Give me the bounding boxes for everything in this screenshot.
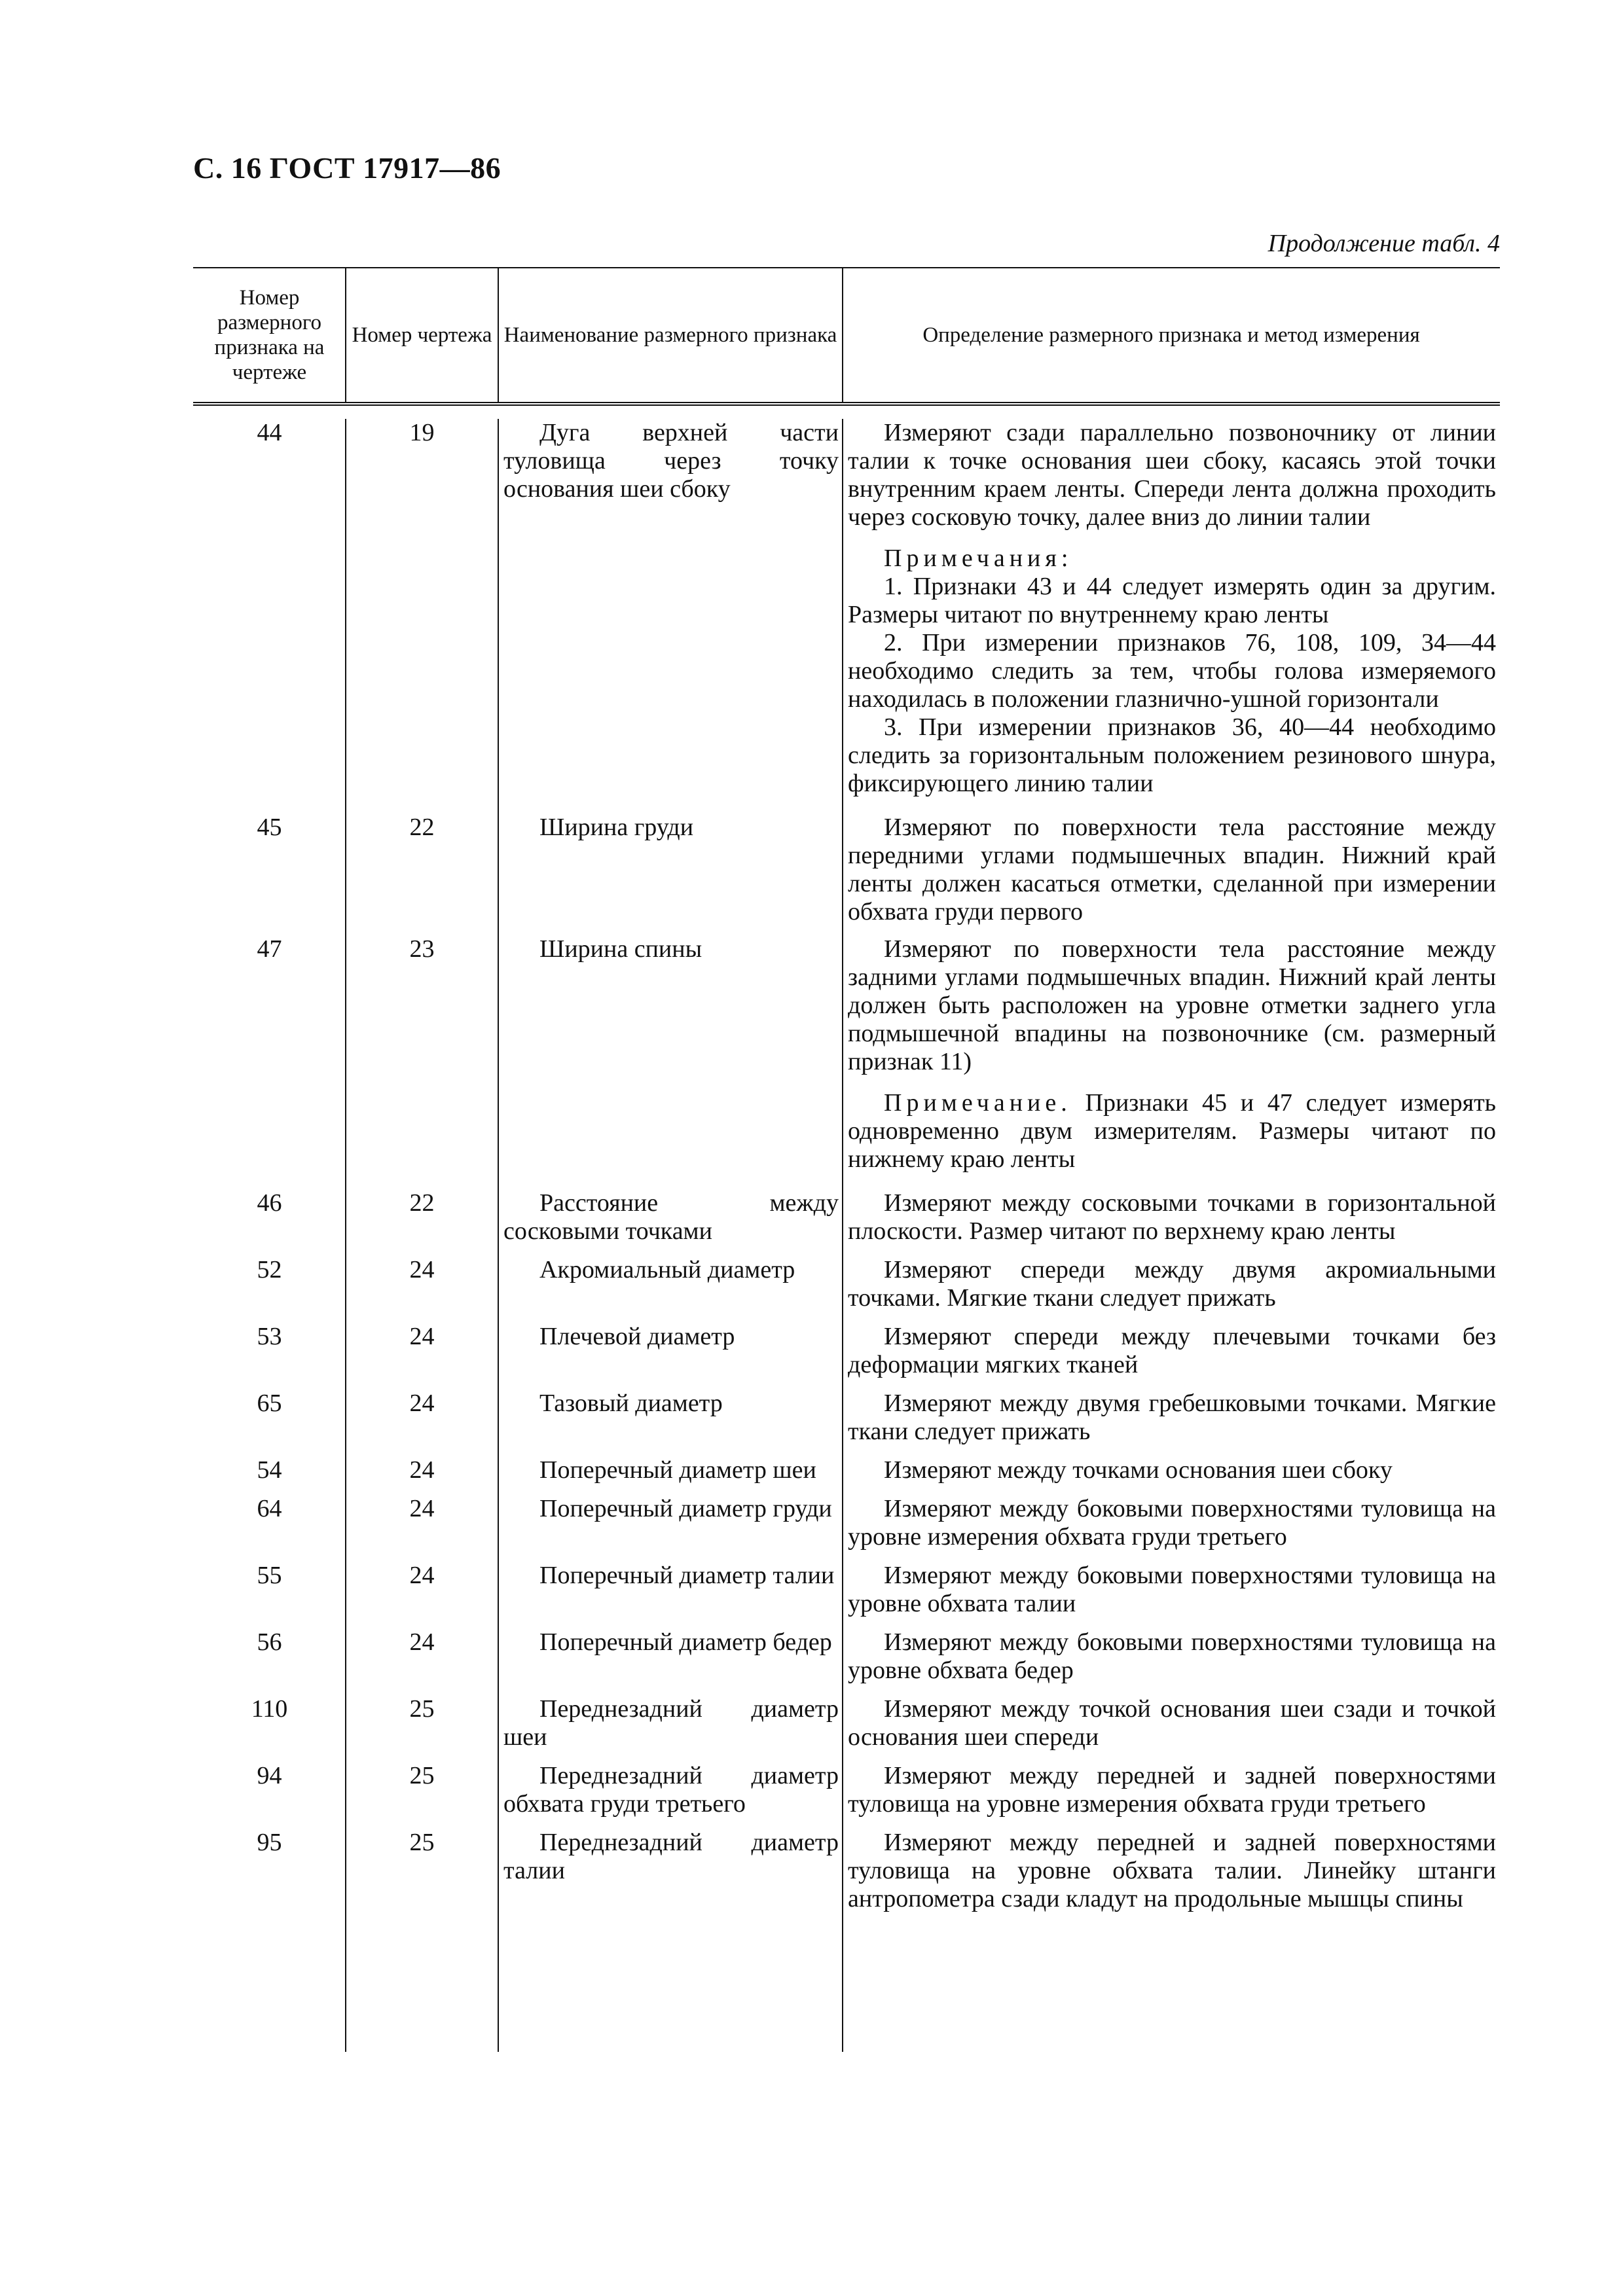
note-item: 3. При измерении признаков 36, 40—44 необходимо следить за горизонтальным положением резинового шнура, фиксирующего линию талии: [848, 713, 1496, 797]
drawing-number: 24: [409, 1256, 435, 1283]
definition-text: Измеряют между боковыми поверхностями туловища на уровне обхвата талии: [848, 1562, 1496, 1617]
table-row: [193, 1390, 1500, 1446]
feature-name: Поперечный диаметр талии: [539, 1562, 835, 1589]
feature-number: 65: [257, 1390, 282, 1417]
feature-name: Поперечный диаметр бедер: [539, 1628, 832, 1656]
header-feature-number: Номер размерного признака на чертеже: [214, 286, 325, 384]
feature-number: 53: [257, 1323, 282, 1350]
definition-text: Измеряют по поверхности тела расстояние между передними углами подмышечных впадин. Нижний край ленты должен касаться отметки, сделанной при измерении обхвата груди первого: [848, 814, 1496, 925]
table-header: [193, 267, 1500, 406]
drawing-number: 25: [409, 1695, 435, 1723]
feature-definition: [843, 935, 1500, 1174]
table-row: [193, 1323, 1500, 1379]
header-definition: Определение размерного признака и метод измерения: [922, 323, 1420, 347]
feature-name: Переднезадний диаметр шеи: [503, 1695, 839, 1751]
table-row: [193, 1628, 1500, 1685]
feature-number: 54: [257, 1456, 282, 1484]
feature-number: 46: [257, 1189, 282, 1217]
feature-name: Плечевой диаметр: [539, 1323, 735, 1350]
note-item: 2. При измерении признаков 76, 108, 109, 34—44 необходимо следить за тем, чтобы голова измеряемого находилась в положении глазнично-ушной горизонтали: [848, 629, 1496, 713]
drawing-number: 19: [409, 419, 435, 446]
definition-text: Измеряют между сосковыми точками в горизонтальной плоскости. Размер читают по верхнему краю ленты: [848, 1189, 1496, 1245]
table-row: [193, 1495, 1500, 1551]
note-title: Примечания:: [884, 545, 1073, 572]
feature-definition: [843, 1456, 1500, 1484]
feature-name: Акромиальный диаметр: [539, 1256, 795, 1283]
definition-text: Измеряют между точкой основания шеи сзади и точкой основания шеи спереди: [848, 1695, 1496, 1751]
drawing-number: 25: [409, 1829, 435, 1856]
drawing-number: 24: [409, 1323, 435, 1350]
feature-definition: [843, 419, 1500, 798]
feature-number: 45: [257, 814, 282, 841]
definition-text: Измеряют сзади параллельно позвоночнику от линии талии к точке основания шеи сбоку, касаясь этой точки внутренним краем ленты. Спереди лента должна проходить через сосковую точку, далее вниз до линии талии: [848, 419, 1496, 531]
header-drawing-number: Номер чертежа: [352, 323, 492, 347]
feature-definition: [843, 1495, 1500, 1551]
table-row: [193, 1256, 1500, 1312]
definition-text: Измеряют между боковыми поверхностями туловища на уровне обхвата бедер: [848, 1628, 1496, 1684]
table-row: [193, 1189, 1500, 1246]
measurement-table: [193, 267, 1500, 1913]
table-row: [193, 1456, 1500, 1484]
feature-name: Тазовый диаметр: [539, 1390, 723, 1417]
definition-text: Измеряют спереди между двумя акромиальными точками. Мягкие ткани следует прижать: [848, 1256, 1496, 1312]
table-continuation-label: Продолжение табл. 4: [1267, 230, 1500, 257]
note-text: Признаки 45 и 47 следует измерять одновременно двум измерителям. Размеры читают по нижнему краю ленты: [848, 1089, 1497, 1173]
drawing-number: 24: [409, 1456, 435, 1484]
definition-text: Измеряют по поверхности тела расстояние между задними углами подмышечных впадин. Нижний край ленты должен быть расположен на уровне отметки заднего угла подмышечной впадины на позвоночнике (см. размерный признак 11): [848, 935, 1496, 1075]
feature-number: 55: [257, 1562, 282, 1589]
header-feature-name: Наименование размерного признака: [503, 323, 837, 347]
drawing-number: 22: [409, 814, 435, 841]
column-divider: [498, 268, 499, 402]
column-divider: [345, 268, 346, 402]
column-divider: [842, 268, 843, 402]
feature-definition: [843, 1829, 1500, 1913]
definition-text: Измеряют между передней и задней поверхностями туловища на уровне обхвата талии. Линейку штанги антропометра сзади кладут на продольные мышцы спины: [848, 1829, 1496, 1912]
feature-definition: [843, 1562, 1500, 1618]
feature-definition: [843, 1256, 1500, 1312]
drawing-number: 25: [409, 1762, 435, 1789]
drawing-number: 24: [409, 1562, 435, 1589]
feature-name: Ширина груди: [539, 814, 694, 841]
feature-name: Поперечный диаметр груди: [539, 1495, 832, 1522]
feature-name: Ширина спины: [539, 935, 702, 963]
feature-name: Переднезадний диаметр талии: [503, 1829, 839, 1884]
definition-text: Измеряют спереди между плечевыми точками без деформации мягких тканей: [848, 1323, 1496, 1378]
feature-definition: [843, 1695, 1500, 1751]
page-header-title: С. 16 ГОСТ 17917—86: [193, 151, 501, 185]
note-item: 1. Признаки 43 и 44 следует измерять один за другим. Размеры читают по внутреннему краю ленты: [848, 573, 1496, 628]
table-row: [193, 1562, 1500, 1618]
definition-text: Измеряют между двумя гребешковыми точками. Мягкие ткани следует прижать: [848, 1390, 1496, 1445]
feature-number: 47: [257, 935, 282, 963]
feature-definition: [843, 1189, 1500, 1246]
feature-definition: [843, 1628, 1500, 1685]
feature-number: 56: [257, 1628, 282, 1656]
feature-number: 95: [257, 1829, 282, 1856]
feature-name: Переднезадний диаметр обхвата груди третьего: [503, 1762, 839, 1818]
drawing-number: 24: [409, 1390, 435, 1417]
feature-number: 44: [257, 419, 282, 446]
feature-number: 110: [251, 1695, 288, 1723]
note-paragraph: [848, 1089, 1496, 1174]
feature-number: 64: [257, 1495, 282, 1522]
drawing-number: 22: [409, 1189, 435, 1217]
note-title: Примечание.: [884, 1089, 1072, 1117]
table-body: [193, 419, 1500, 1913]
table-row: [193, 1829, 1500, 1913]
feature-definition: [843, 1390, 1500, 1446]
feature-definition: [843, 1762, 1500, 1818]
feature-name: Поперечный диаметр шеи: [539, 1456, 816, 1484]
drawing-number: 24: [409, 1628, 435, 1656]
table-row: [193, 935, 1500, 1174]
feature-name: Дуга верхней части туловища через точку основания шеи сбоку: [503, 419, 839, 503]
table-row: [193, 1695, 1500, 1751]
table-row: [193, 814, 1500, 926]
feature-number: 52: [257, 1256, 282, 1283]
drawing-number: 23: [409, 935, 435, 963]
feature-definition: [843, 1323, 1500, 1379]
definition-text: Измеряют между передней и задней поверхностями туловища на уровне измерения обхвата груди третьего: [848, 1762, 1496, 1818]
drawing-number: 24: [409, 1495, 435, 1522]
table-row: [193, 1762, 1500, 1818]
feature-number: 94: [257, 1762, 282, 1789]
table-row: [193, 419, 1500, 798]
definition-text: Измеряют между точками основания шеи сбоку: [884, 1456, 1393, 1484]
feature-definition: [843, 814, 1500, 926]
feature-name: Расстояние между сосковыми точками: [503, 1189, 839, 1245]
definition-text: Измеряют между боковыми поверхностями туловища на уровне измерения обхвата груди третьего: [848, 1495, 1496, 1551]
